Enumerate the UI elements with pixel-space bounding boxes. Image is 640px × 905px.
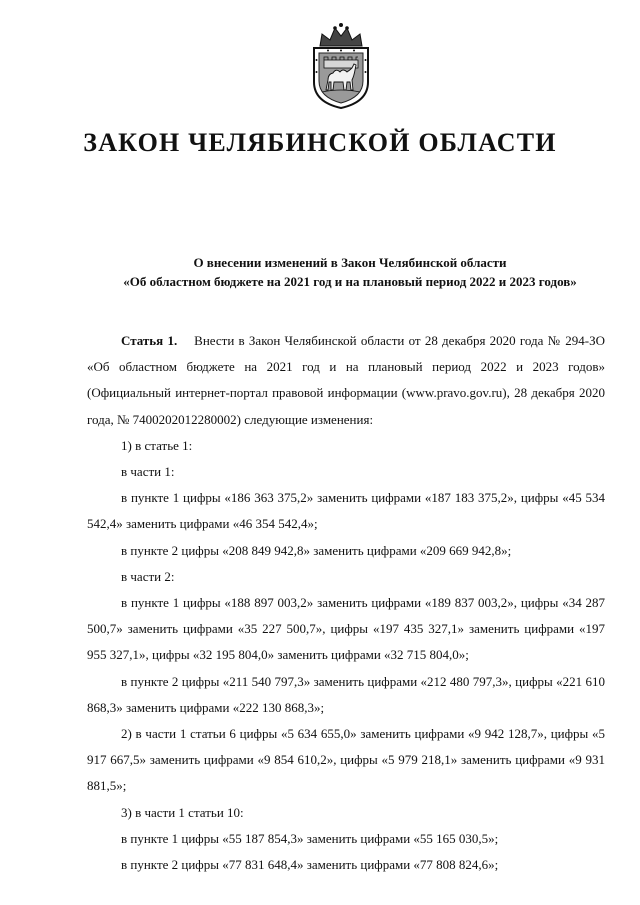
- coat-of-arms-emblem: [306, 20, 376, 112]
- law-body: [87, 328, 605, 878]
- article-label: Статья 1.: [121, 333, 178, 348]
- paragraph: 2) в части 1 статьи 6 цифры «5 634 655,0» заменить цифрами «9 942 128,7», цифры «5 917 667,5» заменить цифрами «9 854 610,2», цифры «5 979 218,1» заменить цифрами «9 931 881,5»;: [87, 726, 605, 794]
- paragraph: в пункте 1 цифры «186 363 375,2» заменить цифрами «187 183 375,2», цифры «45 534 542,4» заменить цифрами «46 354 542,4»;: [87, 490, 605, 532]
- paragraph: 1) в статье 1:: [121, 437, 193, 453]
- subtitle-line-2: «Об областном бюджете на 2021 год и на плановый период 2022 и 2023 годов»: [123, 274, 577, 289]
- paragraph: 3) в части 1 статьи 10:: [121, 804, 244, 820]
- law-subtitle: [60, 253, 640, 291]
- paragraph: в пункте 1 цифры «188 897 003,2» заменить цифрами «189 837 003,2», цифры «34 287 500,7» заменить цифрами «35 227 500,7», цифры «197 435 327,1» заменить цифрами «197 955 327,1», цифры «32 195 804,0» заменить цифрами «32 715 804,0»;: [87, 595, 605, 663]
- paragraph: в части 2:: [121, 568, 175, 584]
- paragraph: в части 1:: [121, 464, 175, 480]
- article-1-intro: [87, 328, 605, 433]
- paragraph: в пункте 1 цифры «55 187 854,3» заменить цифрами «55 165 030,5»;: [121, 830, 499, 846]
- paragraph: в пункте 2 цифры «77 831 648,4» заменить цифрами «77 808 824,6»;: [121, 857, 499, 873]
- paragraph: в пункте 2 цифры «211 540 797,3» заменить цифрами «212 480 797,3», цифры «221 610 868,3» заменить цифрами «222 130 868,3»;: [87, 673, 605, 715]
- article-intro-text: Внести в Закон Челябинской области от 28 декабря 2020 года № 294-ЗО «Об областном бюджете на 2021 год и на плановый период 2022 и 2023 годов» (Официальный интернет-портал правовой информации (www.pravo.gov.ru), 28 декабря 2020 года, № 7400202012280002) следующие изменения:: [87, 333, 606, 427]
- law-title: ЗАКОН ЧЕЛЯБИНСКОЙ ОБЛАСТИ: [83, 128, 557, 157]
- subtitle-line-1: О внесении изменений в Закон Челябинской области: [193, 255, 507, 270]
- paragraph: в пункте 2 цифры «208 849 942,8» заменить цифрами «209 669 942,8»;: [121, 542, 512, 558]
